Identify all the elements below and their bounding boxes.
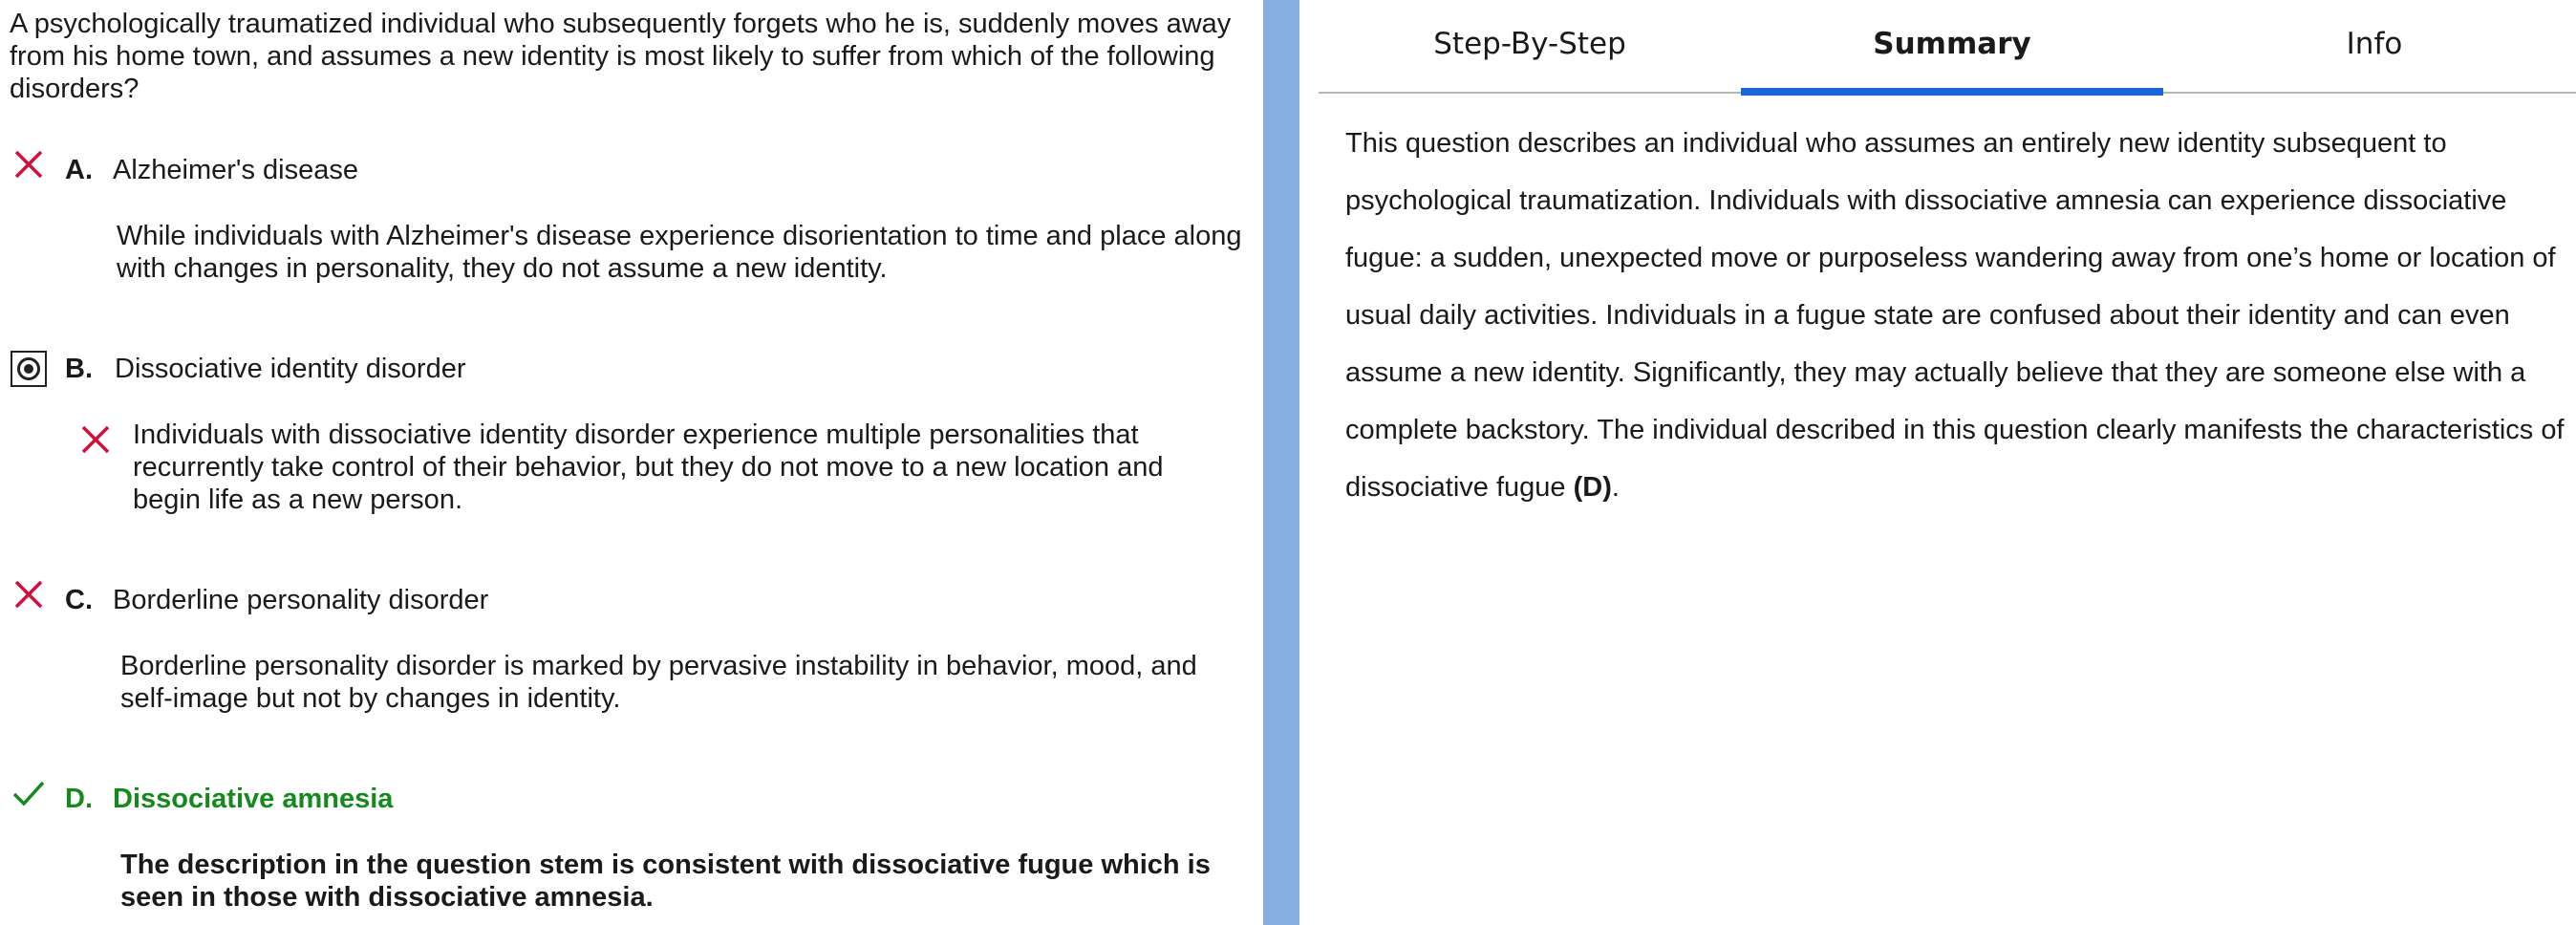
choice-text: Borderline personality disorder: [113, 585, 489, 615]
incorrect-x-icon: [10, 145, 48, 183]
tab-summary[interactable]: [1741, 0, 2163, 94]
tab-info[interactable]: [2163, 0, 2576, 94]
question-panel: [0, 0, 1263, 925]
selected-radio-icon: [10, 350, 48, 388]
choice-letter: B.: [65, 354, 93, 384]
explanation-panel: [1299, 0, 2576, 925]
active-tab-indicator: [1741, 88, 2163, 96]
summary-text: [1345, 115, 2568, 516]
choice-text: Alzheimer's disease: [113, 155, 358, 185]
question-stem: A psychologically traumatized individual who subsequently forgets who he is, suddenly moves away from his home town, and assumes a new identity is most likely to suffer from which of the following disorders?: [10, 9, 1232, 104]
panel-resize-divider[interactable]: [1263, 0, 1299, 925]
tab-label: Info: [2346, 27, 2403, 61]
choice-explanation: Borderline personality disorder is marked by pervasive instability in behavior, mood, and self-image but not by changes in identity.: [120, 651, 1197, 714]
tab-step-by-step[interactable]: [1319, 0, 1741, 94]
choice-explanation: Individuals with dissociative identity disorder experience multiple personalities that recurrently take control of their behavior, but they do not move to a new location and begin life as a new person.: [133, 419, 1164, 515]
choice-text: Dissociative amnesia: [113, 784, 394, 814]
tab-label: Summary: [1873, 27, 2031, 61]
summary-body: This question describes an individual who assumes an entirely new identity subsequent to psychological traumatization. Individuals with dissociative amnesia can experience dissociative fugue: a sudden, unexpected move or purposeless wandering away from one’s home or location of usual daily activities. Individuals in a fugue state are confused about their identity and can even assume a new identity. Significantly, they may actually believe that they are someone else with a complete backstory. The individual described in this question clearly manifests the characteristics of dissociative fugue: [1345, 128, 2565, 503]
choice-text: Dissociative identity disorder: [115, 354, 466, 384]
choice-letter: D.: [65, 784, 93, 814]
tab-label: Step-By-Step: [1433, 27, 1626, 61]
choice-letter: A.: [65, 155, 93, 185]
correct-check-icon: [10, 774, 48, 812]
summary-answer-ref: (D): [1573, 472, 1612, 503]
incorrect-x-icon: [10, 575, 48, 613]
choice-letter: C.: [65, 585, 93, 615]
choice-explanation: The description in the question stem is consistent with dissociative fugue which is seen in those with dissociative amnesia.: [120, 850, 1211, 913]
choice-explanation: While individuals with Alzheimer's disease experience disorientation to time and place along with changes in personality, they do not assume a new identity.: [117, 221, 1242, 284]
explanation-tabs: [1319, 0, 2576, 94]
incorrect-x-icon: [76, 420, 115, 459]
summary-end: .: [1611, 472, 1620, 503]
